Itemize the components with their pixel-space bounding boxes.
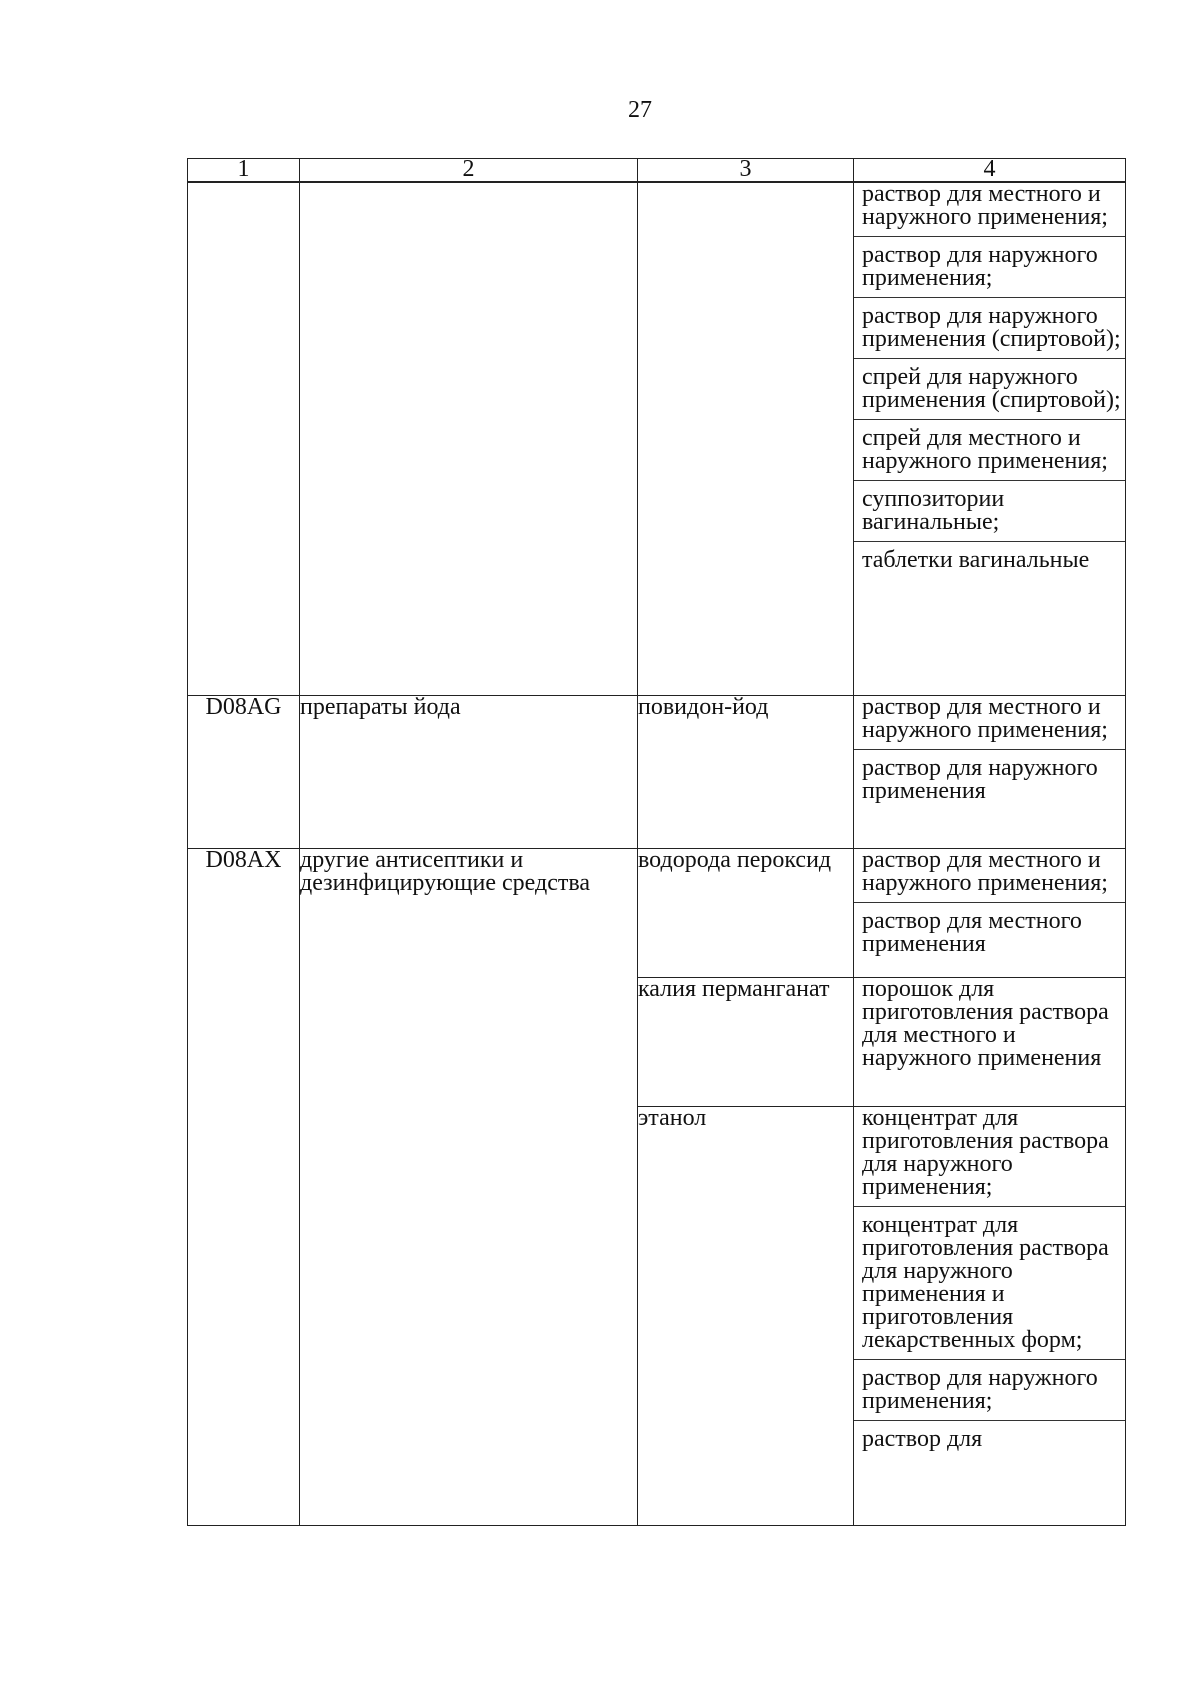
atc-code: D08AX	[188, 849, 300, 1526]
dosage-form: раствор для местного и наружного применения;	[854, 696, 1125, 750]
substance-name: калия перманганат	[638, 978, 854, 1107]
dosage-form: раствор для местного и наружного применения;	[854, 183, 1125, 237]
forms-cell	[854, 1107, 1126, 1526]
dosage-form: раствор для местного и наружного применения;	[854, 849, 1125, 903]
dosage-form: спрей для наружного применения (спиртовой);	[854, 366, 1125, 420]
column-header-2: 2	[300, 159, 638, 183]
dosage-form: суппозитории вагинальные;	[854, 488, 1125, 542]
forms-cell	[854, 849, 1126, 978]
group-name: препараты йода	[300, 696, 638, 849]
dosage-form: раствор для наружного применения	[862, 755, 1098, 804]
group-cell	[300, 182, 638, 696]
dosage-form: спрей для местного и наружного применения;	[854, 427, 1125, 481]
dosage-form: концентрат для приготовления раствора для наружного применения;	[854, 1107, 1125, 1207]
substance-name: этанол	[638, 1107, 854, 1526]
dosage-form: порошок для приготовления раствора для местного и наружного применения	[862, 976, 1109, 1071]
page-number: 27	[628, 97, 652, 123]
substance-name: повидон-йод	[638, 696, 854, 849]
dosage-form: концентрат для приготовления раствора для наружного применения и приготовления лекарственных форм;	[854, 1214, 1125, 1360]
substance-name: водорода пероксид	[638, 849, 854, 978]
column-header-1: 1	[188, 159, 300, 183]
dosage-form: раствор для наружного применения;	[854, 1367, 1125, 1421]
column-header-3: 3	[638, 159, 854, 183]
dosage-form: таблетки вагинальные	[862, 547, 1090, 573]
code-cell	[188, 182, 300, 696]
forms-cell	[854, 182, 1126, 696]
table-row-continuation	[188, 182, 1126, 696]
dosage-form: раствор для наружного применения;	[854, 244, 1125, 298]
substance-cell	[638, 182, 854, 696]
forms-cell	[854, 696, 1126, 849]
group-name: другие антисептики и дезинфицирующие средства	[300, 849, 638, 1526]
column-header-4: 4	[854, 159, 1126, 183]
atc-code: D08AG	[188, 696, 300, 849]
table-row-d08ax	[188, 849, 1126, 978]
medication-table	[187, 158, 1126, 1526]
table-row-d08ag	[188, 696, 1126, 849]
forms-cell	[854, 978, 1126, 1107]
dosage-form: раствор для местного применения	[862, 908, 1082, 957]
dosage-form: раствор для	[862, 1426, 983, 1452]
table-header-row	[188, 159, 1126, 183]
dosage-form: раствор для наружного применения (спиртовой);	[854, 305, 1125, 359]
